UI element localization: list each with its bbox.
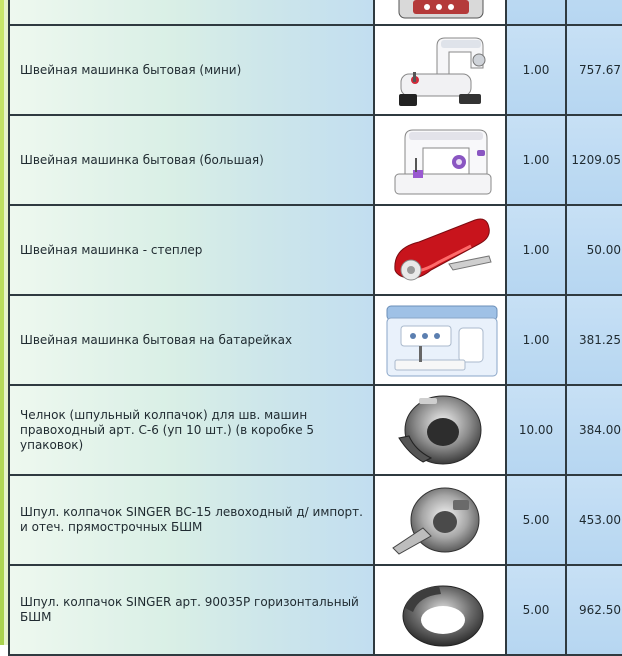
bobbin-case-icon[interactable]: [379, 388, 501, 472]
product-image-cell[interactable]: [374, 295, 506, 385]
product-name-cell: [9, 295, 374, 385]
product-image-cell[interactable]: [374, 115, 506, 205]
table-row[interactable]: [9, 0, 622, 25]
bobbin-case-left-icon[interactable]: [379, 478, 501, 562]
stapler-sewing-machine-icon[interactable]: [379, 208, 501, 292]
table-row[interactable]: [9, 475, 622, 565]
product-name: Швейная машинка бытовая на батарейках: [20, 332, 293, 347]
product-name-cell: [9, 565, 374, 655]
price-cell: [566, 0, 622, 25]
table-row[interactable]: [9, 25, 622, 115]
product-name: Шпул. колпачок SINGER ВС-15 левоходный д/ импорт. и отеч. прямострочных БШМ: [20, 505, 363, 534]
table-row[interactable]: [9, 295, 622, 385]
battery-sewing-machine-icon[interactable]: [379, 298, 501, 382]
product-name: Швейная машинка бытовая (большая): [20, 152, 264, 167]
quantity-cell: 5.00: [506, 565, 566, 655]
quantity-cell: 10.00: [506, 385, 566, 475]
table-row[interactable]: [9, 385, 622, 475]
price-cell: 757.67: [566, 25, 622, 115]
horizontal-bobbin-case-icon[interactable]: [379, 568, 501, 652]
quantity-cell: 1.00: [506, 25, 566, 115]
price-cell: 1209.05: [566, 115, 622, 205]
price-cell: 384.00: [566, 385, 622, 475]
product-name-cell: [9, 115, 374, 205]
product-name: Челнок (шпульный колпачок) для шв. машин правоходный арт. С-6 (уп 10 шт.) (в коробке 5 упаковок): [20, 407, 315, 452]
quantity-cell: [506, 0, 566, 25]
product-name-cell: [9, 0, 374, 25]
product-name-cell: [9, 205, 374, 295]
price-cell: 962.50: [566, 565, 622, 655]
quantity-cell: 5.00: [506, 475, 566, 565]
price-cell: 381.25: [566, 295, 622, 385]
product-image-cell[interactable]: [374, 25, 506, 115]
product-image-cell[interactable]: [374, 475, 506, 565]
table-row[interactable]: [9, 115, 622, 205]
product-name-cell: [9, 475, 374, 565]
price-cell: 50.00: [566, 205, 622, 295]
quantity-cell: 1.00: [506, 295, 566, 385]
price-cell: 453.00: [566, 475, 622, 565]
quantity-cell: 1.00: [506, 205, 566, 295]
product-image-cell[interactable]: [374, 0, 506, 25]
product-image-cell[interactable]: [374, 205, 506, 295]
product-name-cell: [9, 385, 374, 475]
product-name: Швейная машинка - степлер: [20, 242, 203, 257]
table-row[interactable]: [9, 565, 622, 655]
product-name: Швейная машинка бытовая (мини): [20, 62, 242, 77]
mini-sewing-machine-icon[interactable]: [379, 28, 501, 112]
table-row[interactable]: [9, 205, 622, 295]
product-name-cell: [9, 25, 374, 115]
product-name: Шпул. колпачок SINGER арт. 90035Р горизонтальный БШМ: [20, 595, 359, 624]
sewing-machine-top-cut-icon[interactable]: [379, 0, 501, 22]
quantity-cell: 1.00: [506, 115, 566, 205]
product-image-cell[interactable]: [374, 385, 506, 475]
product-image-cell[interactable]: [374, 565, 506, 655]
large-sewing-machine-icon[interactable]: [379, 118, 501, 202]
product-table: [8, 0, 622, 656]
